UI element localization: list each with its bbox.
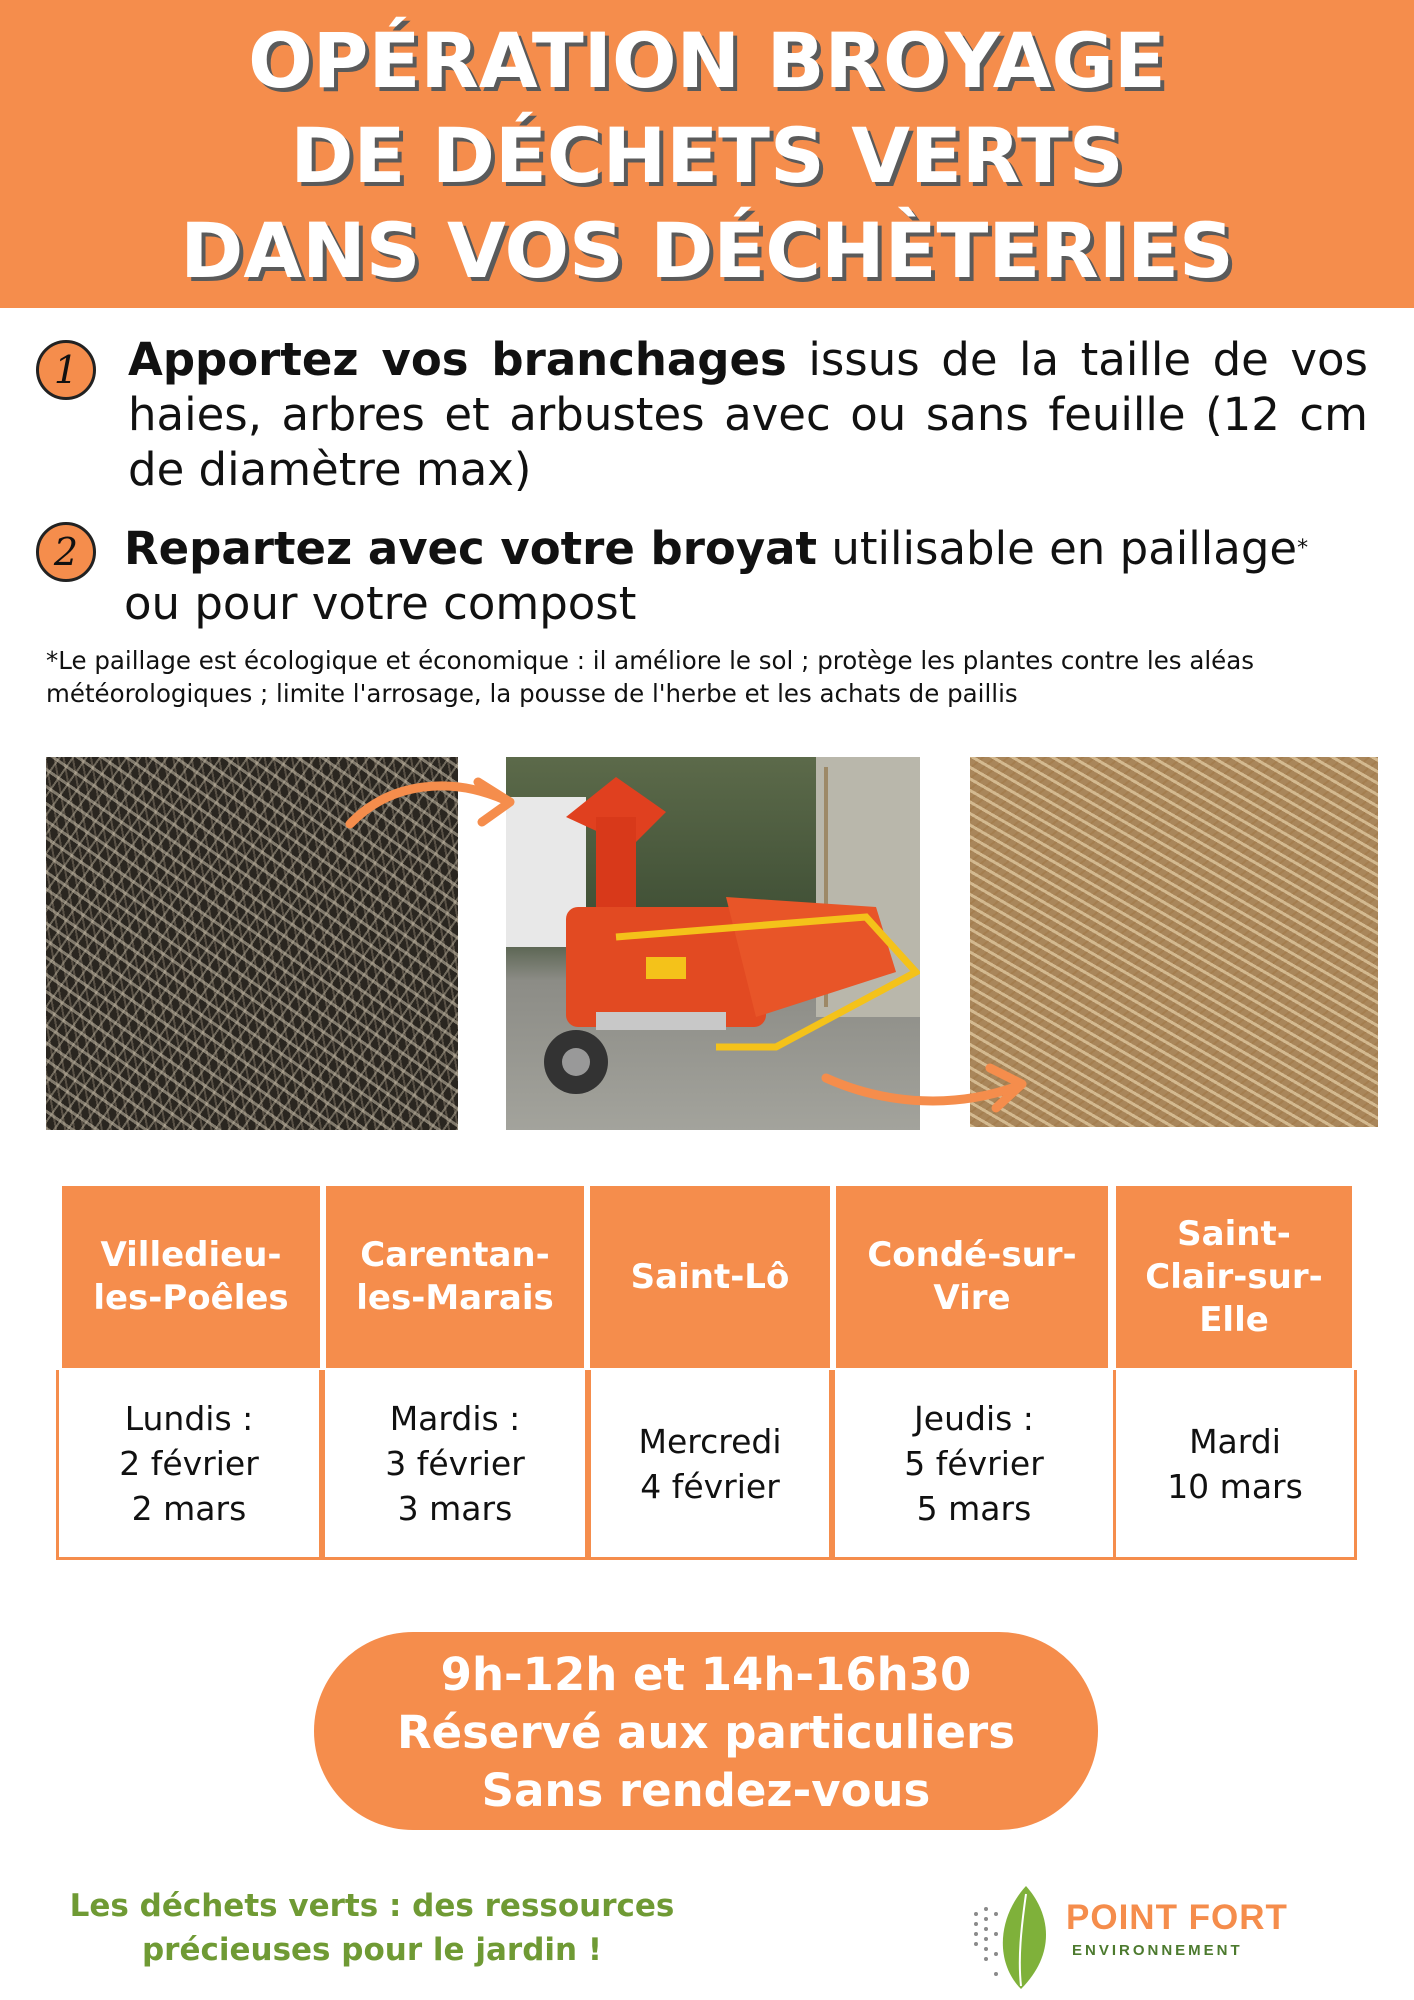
- step-2-rest: utilisable en paillage: [817, 522, 1298, 575]
- slogan-line-2: précieuses pour le jardin !: [141, 1932, 603, 1968]
- dates-conde: Jeudis : 5 février 5 mars: [832, 1370, 1116, 1560]
- location-saint-clair: Saint- Clair-sur- Elle: [1116, 1186, 1352, 1368]
- arrow-top-icon: [340, 762, 540, 842]
- title-banner: [0, 0, 1414, 308]
- arrow-bottom-icon: [818, 1056, 1048, 1136]
- step-2-rest-2: ou pour votre compost: [124, 577, 637, 630]
- logo-subtitle: ENVIRONNEMENT: [1072, 1942, 1243, 1959]
- location-carentan: Carentan- les-Marais: [326, 1186, 584, 1368]
- location-conde: Condé-sur- Vire: [836, 1186, 1108, 1368]
- dates-saint-clair: Mardi 10 mars: [1113, 1370, 1357, 1560]
- step-1-rest: issus de la taille de vos haies, arbres et arbustes avec ou sans feuille (12 cm de diamètre max): [128, 333, 1369, 496]
- slogan-line-1: Les déchets verts : des ressources: [69, 1888, 675, 1924]
- opening-hours: 9h-12h et 14h-16h30: [440, 1648, 972, 1701]
- opening-info: [314, 1632, 1098, 1830]
- logo-name: POINT FORT: [1066, 1898, 1288, 1937]
- dates-saint-lo: Mercredi 4 février: [588, 1370, 832, 1560]
- location-villedieu: Villedieu- les-Poêles: [62, 1186, 320, 1368]
- title-line-1: OPÉRATION BROYAGE: [248, 16, 1166, 105]
- point-fort-logo: [966, 1884, 1306, 1994]
- appointment-note: Sans rendez-vous: [481, 1764, 931, 1817]
- step-2-bold: Repartez avec votre broyat: [124, 522, 818, 575]
- title-line-3: DANS VOS DÉCHÈTERIES: [180, 206, 1234, 295]
- slogan: [52, 1884, 692, 1972]
- step-1-badge: 1: [36, 340, 96, 400]
- step-2-badge: 2: [36, 522, 96, 582]
- leaf-icon: [966, 1884, 1062, 1994]
- footnote-marker: *: [1297, 536, 1309, 561]
- dates-villedieu: Lundis : 2 février 2 mars: [56, 1370, 322, 1560]
- audience-note: Réservé aux particuliers: [396, 1706, 1016, 1759]
- footnote: *Le paillage est écologique et économique : il améliore le sol ; protège les plantes contre les aléas météorologiques ; limite l'arrosage, la pousse de l'herbe et les achats de paillis: [46, 646, 1255, 708]
- step-1-text: [128, 332, 1368, 497]
- dates-carentan: Mardis : 3 février 3 mars: [322, 1370, 588, 1560]
- location-saint-lo: Saint-Lô: [590, 1186, 830, 1368]
- step-2-text: [124, 521, 1364, 631]
- step-1-bold: Apportez vos branchages: [128, 333, 787, 386]
- title-line-2: DE DÉCHETS VERTS: [290, 111, 1124, 200]
